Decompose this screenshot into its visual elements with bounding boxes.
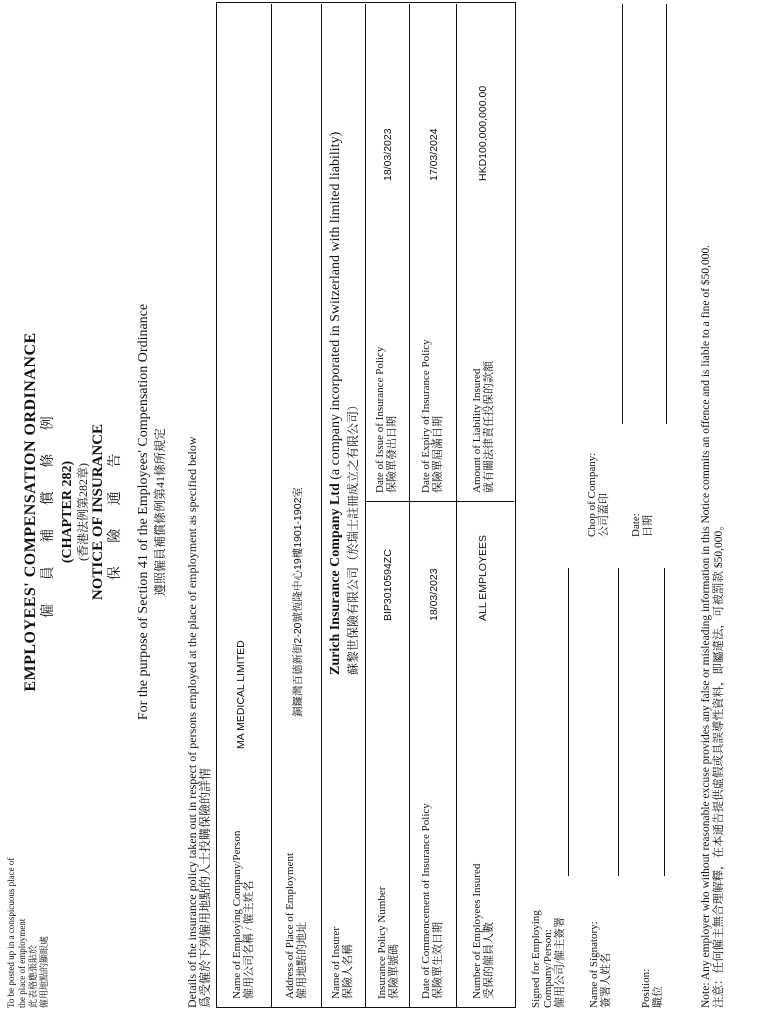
address-label [284, 853, 308, 999]
address-value: 銅鑼灣百德新街2-20號恆隆中心19樓1901-1902室 [292, 487, 304, 717]
policy-number-value: BIP3010594ZC [382, 549, 394, 621]
signatory-label-cn: 簽署人姓名 [600, 953, 612, 1008]
signatory-line[interactable] [618, 568, 619, 876]
chop-label-cn: 公司蓋印 [598, 493, 610, 537]
details-text-cn: 爲受僱於下列僱用地點的人士投購保險的詳情 [198, 767, 212, 1008]
insurer-incorporation-cn: （於瑞士註冊成立之有限公司） [346, 398, 360, 567]
employees-label [471, 864, 495, 999]
signed-label-cn: 僱用公司/僱主簽署 [554, 916, 566, 1008]
address-label-cn: 僱用地點的地址 [296, 922, 308, 999]
date-commencement-value: 18/03/2023 [428, 568, 440, 621]
employer-label-cn: 僱用公司名稱 / 僱主姓名 [243, 880, 255, 999]
signatory-label-en: Name of Signatory: [588, 921, 600, 1008]
note-text-cn: 注意：任何僱主無合理解釋，在本通告提供虛假或具誤導性資料，即屬違法，可被罰款 $50,000。 [713, 519, 725, 1008]
position-label [640, 969, 664, 1008]
insurer-name: Zurich Insurance Company Ltd [328, 483, 343, 675]
date-line[interactable] [666, 4, 667, 424]
document-heading [22, 0, 124, 1024]
policy-number-label-en: Insurance Policy Number [376, 886, 388, 999]
employees-value: ALL EMPLOYEES [477, 535, 489, 621]
legal-note [700, 245, 726, 1008]
date-label [630, 513, 654, 537]
purpose-text-cn: 遵照僱員補償條例第41條所規定 [153, 428, 167, 597]
insurer-label [330, 927, 354, 999]
policy-number-label-cn: 保險單號碼 [388, 944, 400, 999]
chop-line[interactable] [622, 4, 623, 424]
date-expiry-label-en: Date of Expiry of Insurance Policy [420, 339, 432, 493]
employees-label-en: Number of Employees Insured [471, 863, 483, 999]
position-line[interactable] [664, 568, 665, 876]
position-label-cn: 職位 [652, 986, 664, 1008]
details-text: Details of the insurance policy taken out in respect of persons employed at the place of employment as specified below [185, 436, 199, 1008]
notice-title: NOTICE OF INSURANCE [90, 423, 106, 601]
signed-for-label [530, 910, 566, 1008]
table-row-policy [366, 4, 410, 1007]
date-commencement-label-en: Date of Commencement of Insurance Policy [420, 803, 432, 999]
insurance-details-table [216, 2, 516, 1008]
table-row-employer [217, 4, 272, 1007]
employer-label-en: Name of Employing Company/Person [231, 830, 243, 999]
date-label-en: Date: [630, 513, 642, 537]
date-expiry-label-cn: 保險單屆滿日期 [432, 416, 444, 493]
insurer-label-en: Name of Insurer [330, 926, 342, 999]
chapter-title: (CHAPTER 282) [60, 460, 75, 564]
signed-label-en-2: Company/Person: [542, 929, 554, 1008]
liability-label-en: Amount of Liability Insured [471, 368, 483, 493]
date-commencement-label-cn: 保險單生效日期 [432, 922, 444, 999]
date-commencement-label [420, 803, 444, 999]
table-row-coverage [457, 4, 514, 1007]
details-intro [186, 437, 212, 1008]
insurer-incorporation: (a company incorporated in Switzerland with limited liability) [328, 131, 343, 484]
signatory-label [588, 921, 612, 1008]
policy-number-label [376, 887, 400, 999]
date-issue-label-en: Date of Issue of Insurance Policy [374, 346, 386, 493]
table-row-address [272, 4, 322, 1007]
date-label-cn: 日期 [642, 515, 654, 537]
date-expiry-label [420, 339, 444, 493]
position-label-en: Position: [640, 968, 652, 1008]
insurer-value [328, 132, 361, 675]
employees-label-cn: 受保的僱員人數 [483, 922, 495, 999]
date-issue-value: 18/03/2023 [382, 128, 394, 181]
ordinance-title-cn: 僱 員 補 償 條 例 [41, 406, 56, 618]
liability-label [471, 361, 495, 493]
table-column-divider [366, 501, 514, 502]
insurer-name-cn: 蘇黎世保險有限公司 [346, 566, 360, 675]
chop-label [586, 453, 610, 537]
liability-label-cn: 就有關法律責任投保的款額 [483, 361, 495, 493]
table-row-insurer [322, 4, 366, 1007]
notice-title-cn: 保 險 通 告 [108, 443, 123, 581]
posting-line-cn: 僱用地點的顯眼處 [39, 935, 49, 1008]
note-text: Note: Any employer who without reasonable excuse provides any false or misleading information in this Notice commits an offence and is liable to a fine of $50,000. [700, 244, 712, 1008]
employer-label [231, 831, 255, 999]
chop-label-en: Chop of Company: [586, 452, 598, 537]
signed-label-en: Signed for Employing [530, 910, 542, 1008]
date-issue-label [374, 347, 398, 493]
signature-line[interactable] [568, 568, 569, 876]
ordinance-title: EMPLOYEES' COMPENSATION ORDINANCE [22, 332, 39, 692]
table-row-dates [410, 4, 457, 1007]
posting-line: To be posted up in a conspicuous place of [6, 857, 16, 1008]
purpose-text: For the purpose of Section 41 of the Employees' Compensation Ordinance [136, 303, 151, 721]
insurer-label-cn: 保險人名稱 [342, 944, 354, 999]
address-label-en: Address of Place of Employment [284, 852, 296, 999]
date-issue-label-cn: 保險單發出日期 [386, 416, 398, 493]
chapter-title-cn: (香港法例第282章) [76, 463, 90, 561]
liability-value: HKD100,000,000.00 [477, 85, 489, 181]
posting-line: the place of employment [17, 918, 27, 1008]
employer-value: MA MEDICAL LIMITED [235, 640, 247, 749]
purpose-statement [136, 0, 168, 1024]
date-expiry-value: 17/03/2024 [428, 128, 440, 181]
posting-line-cn: 此表格應張貼於 [28, 944, 38, 1008]
